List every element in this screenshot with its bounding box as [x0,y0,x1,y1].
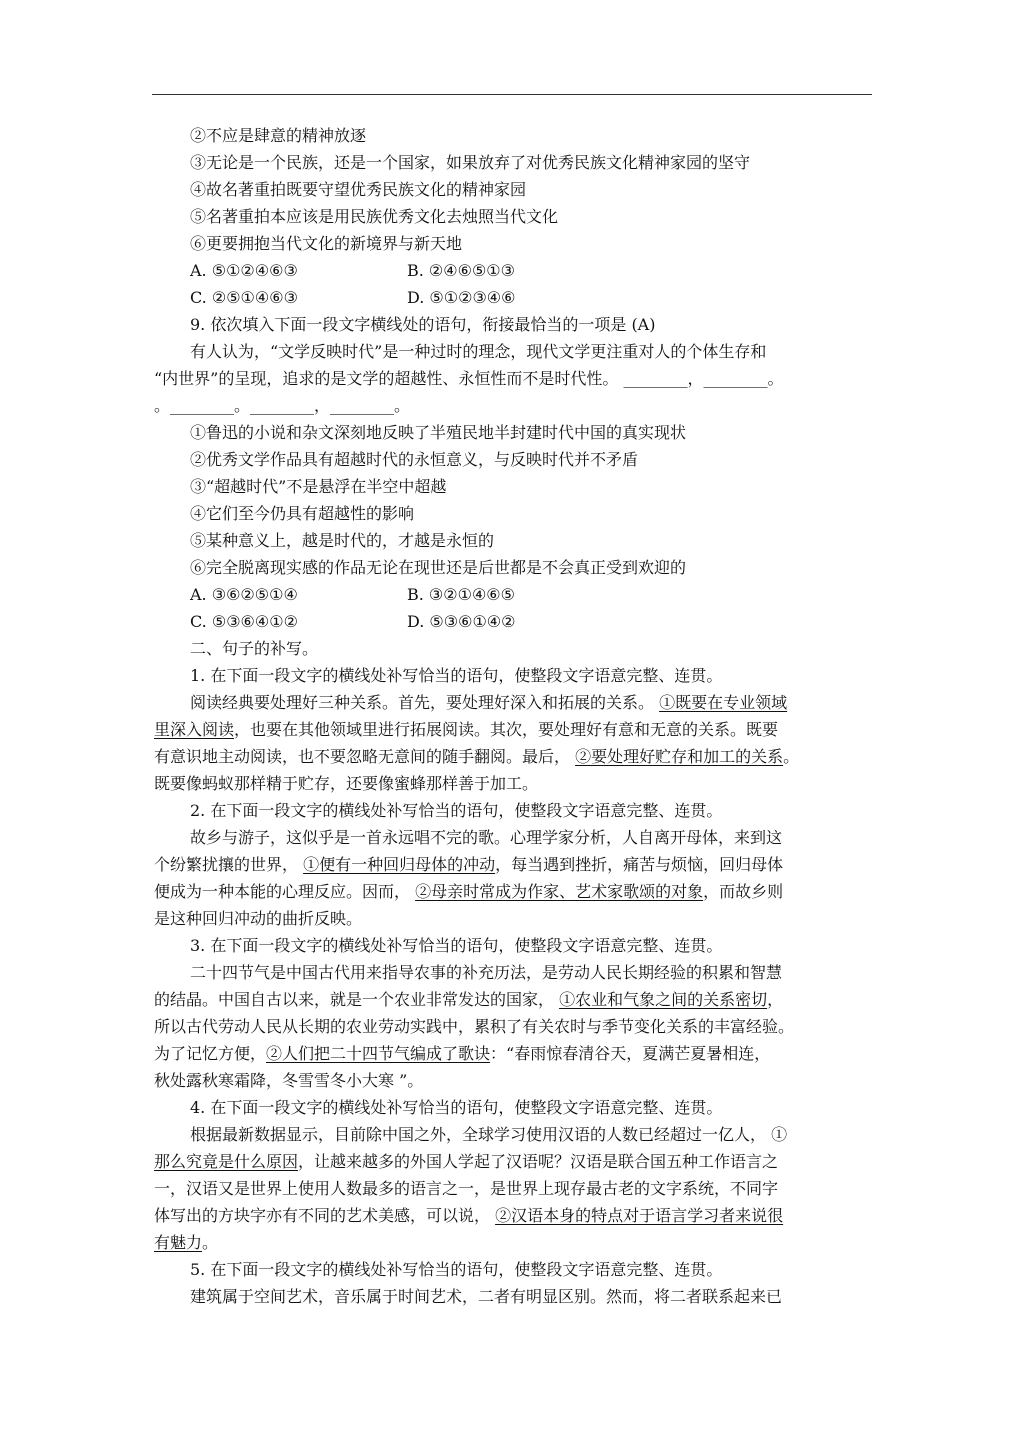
s3-text: 的结晶。中国自古以来，就是一个农业非常发达的国家， [154,990,560,1009]
q9-paragraph-line: 。________。________，________。 [154,396,411,415]
s2-text: 便成为一种本能的心理反应。因而， [154,882,416,901]
s4-answer-1-marker: ① [771,1125,788,1144]
s4-line [154,1121,874,1148]
s4-text: 。 [202,1233,219,1252]
s2-stem [154,797,874,824]
s1-text: 阅读经典要处理好三种关系。首先，要处理好深入和拓展的关系。 [190,693,660,712]
s3-line [154,986,874,1013]
s3-stem-text: 在下面一段文字的横线处补写恰当的语句，使整段文字语意完整、连贯。 [210,936,723,955]
s3-answer-2: ②人们把二十四节气编成了歌诀 [266,1044,491,1063]
q8-options-row [154,257,874,284]
s3-text: ， [767,990,784,1009]
q8-option-c: C. ②⑤①④⑥③ [190,288,298,307]
q9-option-b: B. ③②①④⑥⑤ [407,585,515,604]
q9-paragraph-line: “内世界”的呈现，追求的是文学的超越性、永恒性而不是时代性。 ________，________。 [154,369,784,388]
s1-text: 有意识地主动阅读，也不要忽略无意间的随手翻阅。最后， [154,747,576,766]
s1-answer-2: ②要处理好贮存和加工的关系 [575,747,784,766]
s2-line [154,878,874,905]
q9-paragraph-line: 有人认为，“文学反映时代”是一种过时的理念，现代文学更注重对人的个体生存和 [190,342,767,361]
s4-line [154,1202,874,1229]
s5-line: 建筑属于空间艺术，音乐属于时间艺术，二者有明显区别。然而，将二者联系起来已 [190,1287,783,1306]
s5-stem [154,1256,874,1283]
s4-text: 体写出的方块字亦有不同的艺术美感，可以说， [154,1206,496,1225]
q9-options-row [154,581,874,608]
q9-item: ⑤某种意义上，越是时代的，才越是永恒的 [190,531,495,550]
s3-stem [154,932,874,959]
s4-text: ，让越来越多的外国人学起了汉语呢？汉语是联合国五种工作语言之 [298,1152,779,1171]
s1-number: 1. [190,666,211,685]
s3-line: 所以古代劳动人民从长期的农业劳动实践中，累积了有关农时与季节变化关系的丰富经验。 [154,1017,795,1036]
s1-line [154,716,874,743]
s2-stem-text: 在下面一段文字的横线处补写恰当的语句，使整段文字语意完整、连贯。 [210,801,723,820]
q8-item: ④故名著重拍既要守望优秀民族文化的精神家园 [190,180,527,199]
s2-text: ，而故乡则 [703,882,784,901]
s3-line: 二十四节气是中国古代用来指导农事的补充历法，是劳动人民长期经验的积累和智慧 [190,963,783,982]
s5-number: 5. [190,1260,211,1279]
q8-item: ②不应是肆意的精神放逐 [190,126,367,145]
s1-text: 。 [783,747,800,766]
s1-line: 既要像蚂蚁那样精于贮存，还要像蜜蜂那样善于加工。 [154,774,539,793]
s1-answer-1-cont: 里深入阅读 [154,720,235,739]
q9-option-d: D. ⑤③⑥①④② [407,612,516,631]
document-body [154,122,874,1310]
s3-text: ：“春雨惊春清谷天，夏满芒夏暑相连， [490,1044,771,1063]
s2-text: 个纷繁扰攘的世界， [154,855,304,874]
s3-answer-1: ①农业和气象之间的关系密切 [559,990,768,1009]
q9-options-row [154,608,874,635]
s4-answer-2-cont: 有魅力 [154,1233,203,1252]
q9-item: ②优秀文学作品具有超越时代的永恒意义，与反映时代并不矛盾 [190,450,639,469]
q9-item: ⑥完全脱离现实感的作品无论在现世还是后世都是不会真正受到欢迎的 [190,558,687,577]
q8-option-b: B. ②④⑥⑤①③ [407,261,515,280]
s4-line [154,1229,874,1256]
q9-stem: 9. 依次填入下面一段文字横线处的语句，衔接最恰当的一项是 (A) [190,315,656,334]
s4-number: 4. [190,1098,211,1117]
q8-item: ⑥更要拥抱当代文化的新境界与新天地 [190,234,463,253]
s1-answer-1: ①既要在专业领域 [659,693,788,712]
s2-line: 故乡与游子，这似乎是一首永远唱不完的歌。心理学家分析，人自离开母体，来到这 [190,828,783,847]
s3-number: 3. [190,936,211,955]
q9-option-c: C. ⑤③⑥④①② [190,612,298,631]
section-heading: 二、句子的补写。 [190,639,319,658]
s2-number: 2. [190,801,211,820]
q8-item: ⑤名著重拍本应该是用民族优秀文化去烛照当代文化 [190,207,559,226]
s4-text: 根据最新数据显示，目前除中国之外，全球学习使用汉语的人数已经超过一亿人， [190,1125,772,1144]
s5-stem-text: 在下面一段文字的横线处补写恰当的语句，使整段文字语意完整、连贯。 [210,1260,723,1279]
s1-stem-text: 在下面一段文字的横线处补写恰当的语句，使整段文字语意完整、连贯。 [210,666,723,685]
s2-text: ，每当遇到挫折，痛苦与烦恼，回归母体 [495,855,784,874]
s2-line: 是这种回归冲动的曲折反映。 [154,909,363,928]
s4-answer-2: ②汉语本身的特点对于语言学习者来说很 [495,1206,784,1225]
s4-stem [154,1094,874,1121]
q9-option-a: A. ③⑥②⑤①④ [190,585,298,604]
s1-line [154,689,874,716]
q9-item: ③“超越时代”不是悬浮在半空中超越 [190,477,447,496]
q9-item: ④它们至今仍具有超越性的影响 [190,504,415,523]
q9-item: ①鲁迅的小说和杂文深刻地反映了半殖民地半封建时代中国的真实现状 [190,423,687,442]
q8-item: ③无论是一个民族，还是一个国家，如果放弃了对优秀民族文化精神家园的坚守 [190,153,751,172]
s4-line [154,1148,874,1175]
s2-answer-2: ②母亲时常成为作家、艺术家歌颂的对象 [415,882,704,901]
s4-stem-text: 在下面一段文字的横线处补写恰当的语句，使整段文字语意完整、连贯。 [210,1098,723,1117]
s3-line: 秋处露秋寒霜降，冬雪雪冬小大寒 ”。 [154,1071,424,1090]
s4-line: 一，汉语又是世界上使用人数最多的语言之一，是世界上现存最古老的文字系统，不同字 [154,1179,779,1198]
s3-line [154,1040,874,1067]
q8-options-row [154,284,874,311]
q8-option-a: A. ⑤①②④⑥③ [190,261,298,280]
s2-answer-1: ①便有一种回归母体的冲动 [303,855,496,874]
q8-option-d: D. ⑤①②③④⑥ [407,288,516,307]
s3-text: 为了记忆方便， [154,1044,267,1063]
s4-answer-1: 那么究竟是什么原因 [154,1152,299,1171]
header-rule [152,94,872,95]
s2-line [154,851,874,878]
s1-text: ，也要在其他领域里进行拓展阅读。其次，要处理好有意和无意的关系。既要 [234,720,779,739]
s1-line [154,743,874,770]
s1-stem [154,662,874,689]
